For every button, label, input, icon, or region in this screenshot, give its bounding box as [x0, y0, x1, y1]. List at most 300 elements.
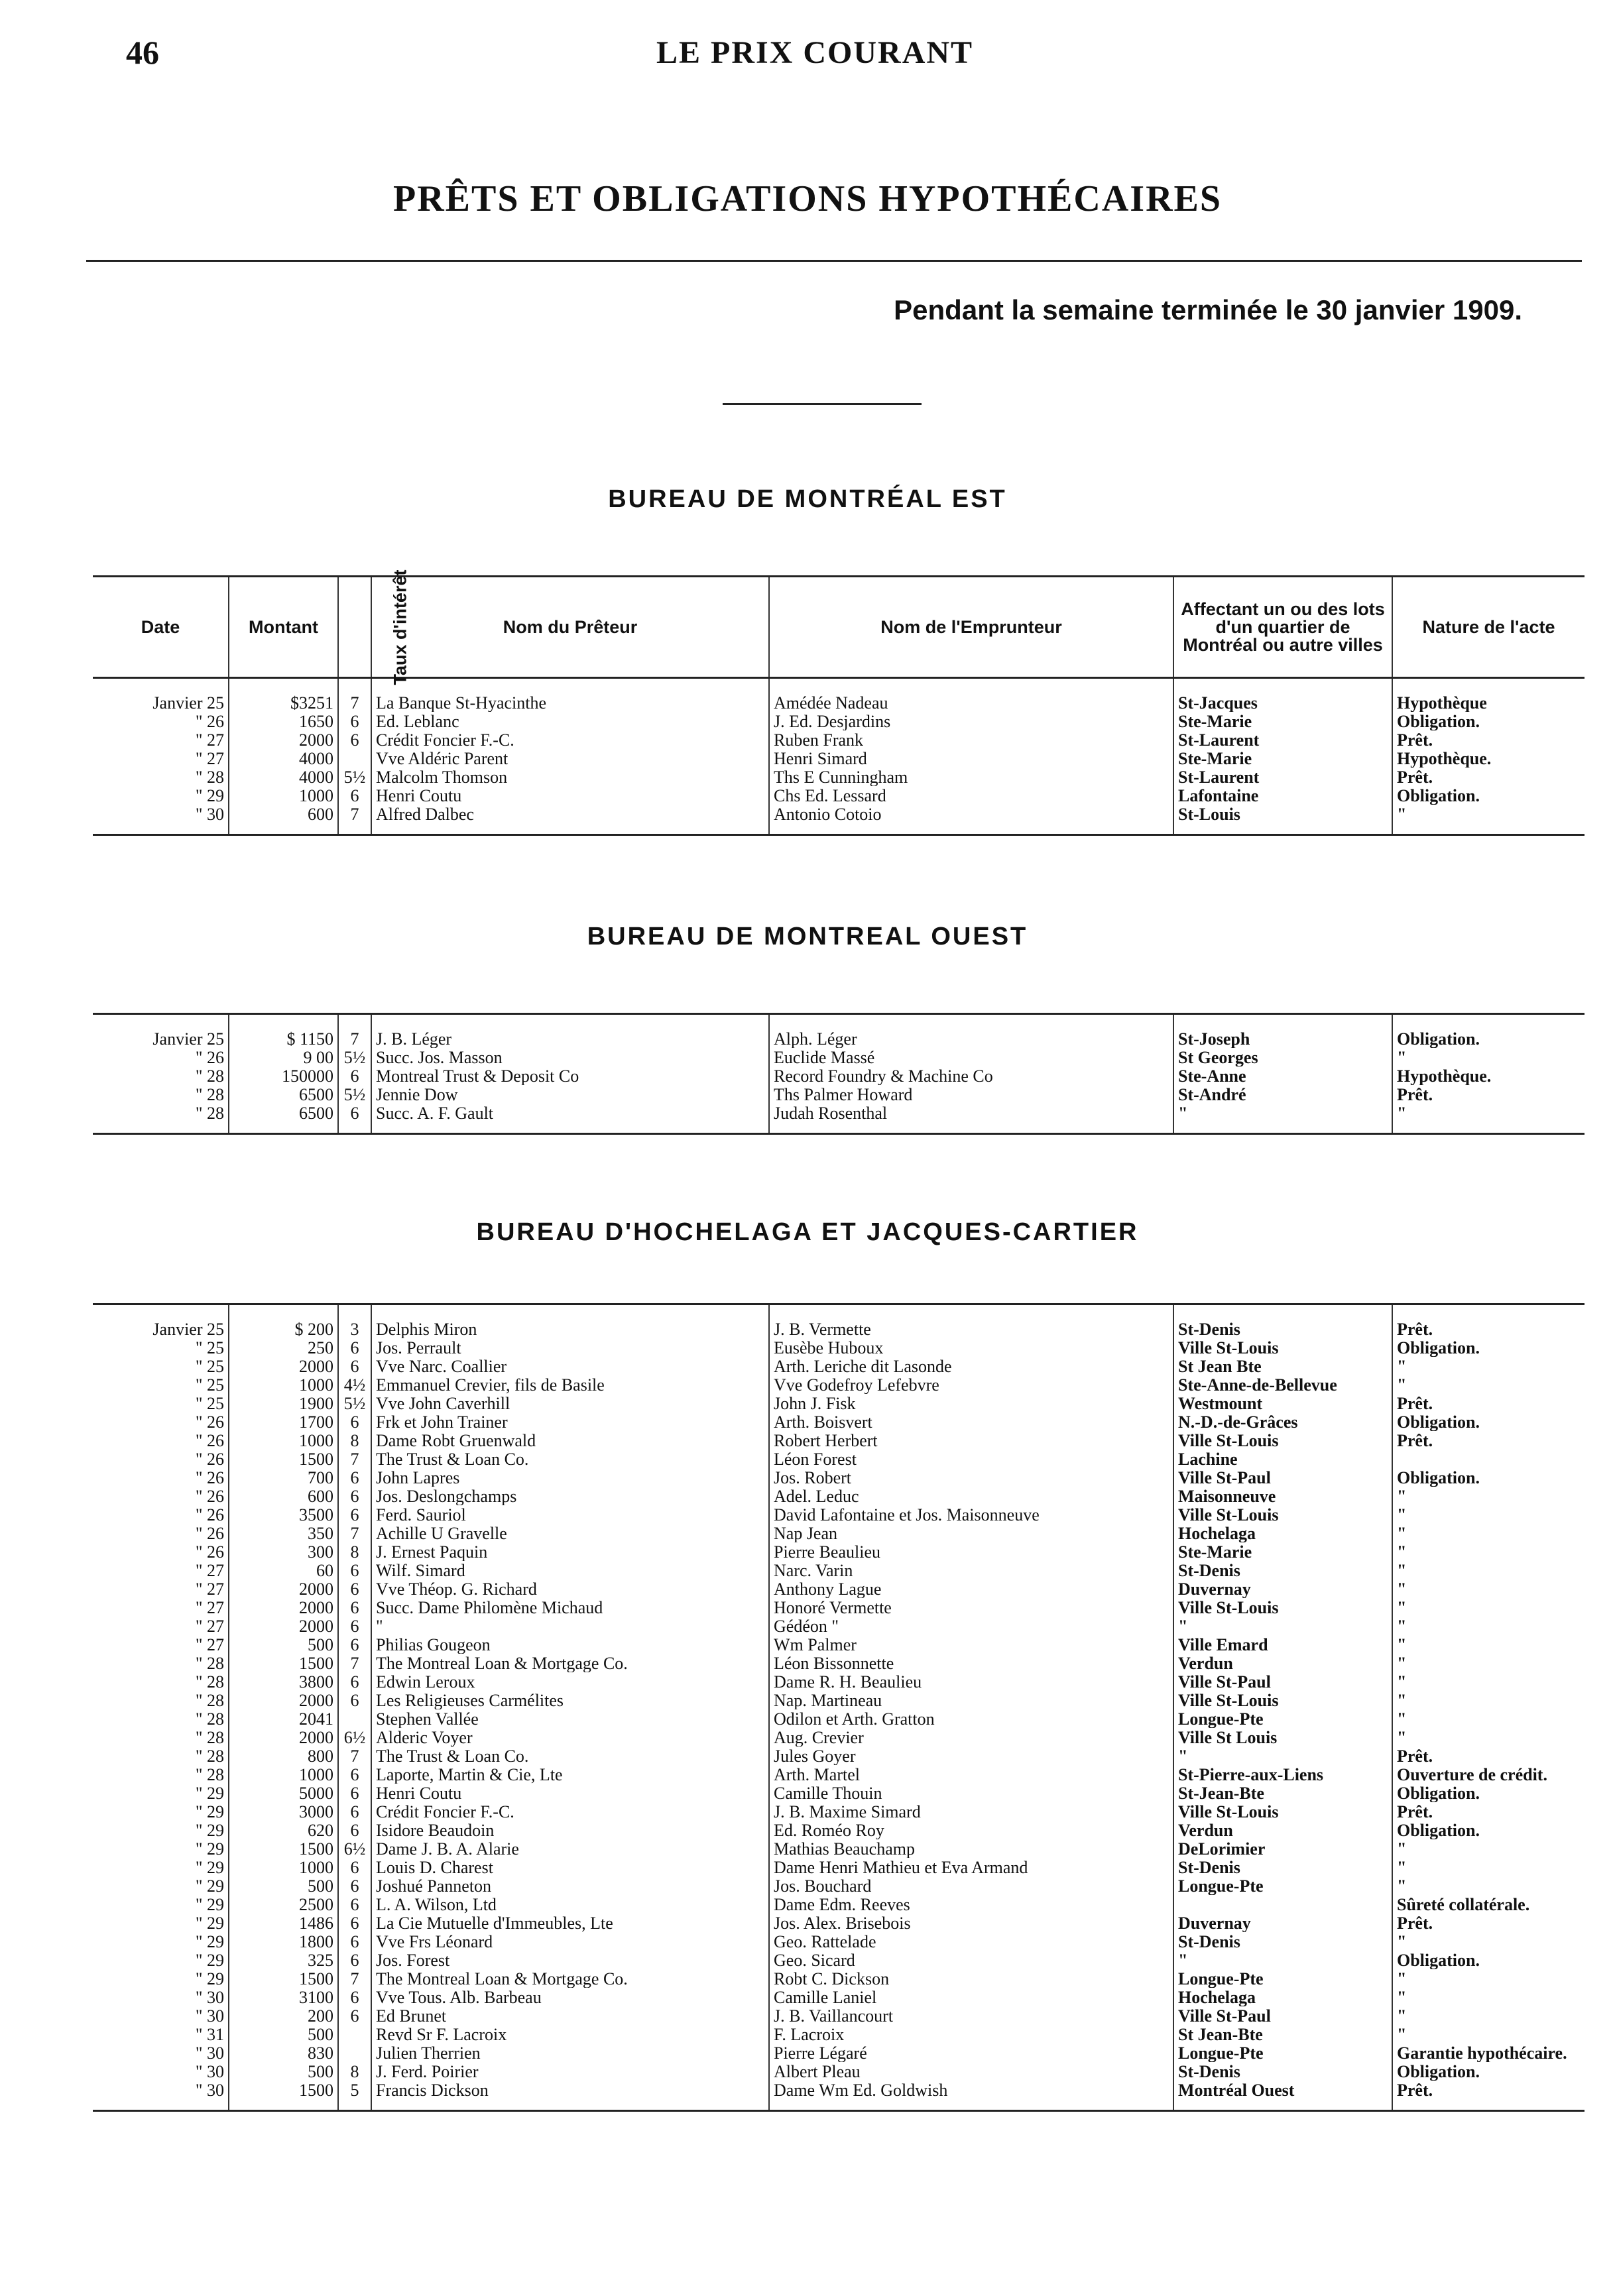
- cell-amount: 4000: [229, 749, 338, 768]
- cell-rate: 6: [338, 1412, 371, 1431]
- table-row: [93, 1802, 1585, 1821]
- cell-borrower: Nap. Martineau: [769, 1691, 1173, 1709]
- cell-date: " 25: [195, 1394, 224, 1412]
- period-caption: Pendant la semaine terminée le 30 janvier 1909.: [894, 294, 1522, 325]
- cell-lender: Frk et John Trainer: [371, 1412, 769, 1431]
- header-rate: Taux d'intérêt: [338, 577, 371, 678]
- cell-lender: J. Ferd. Poirier: [371, 2062, 769, 2081]
- cell-lender: L. A. Wilson, Ltd: [371, 1895, 769, 1914]
- cell-amount: 1650: [229, 712, 338, 730]
- cell-lender: Ferd. Sauriol: [371, 1505, 769, 1524]
- cell-rate: 7: [338, 1747, 371, 1765]
- cell-date: " 27: [195, 1561, 224, 1579]
- cell-nature: ": [1392, 805, 1585, 835]
- cell-borrower: Wm Palmer: [769, 1635, 1173, 1654]
- cell-rate: 6: [338, 1951, 371, 1969]
- cell-borrower: Camille Thouin: [769, 1784, 1173, 1802]
- cell-date: " 29: [195, 786, 224, 805]
- cell-lender: Revd Sr F. Lacroix: [371, 2025, 769, 2043]
- cell-amount: 2041: [229, 1709, 338, 1728]
- cell-nature: ": [1392, 1579, 1585, 1598]
- cell-lender: Delphis Miron: [371, 1304, 769, 1339]
- cell-amount: 1500: [229, 1969, 338, 1988]
- cell-rate: 8: [338, 2062, 371, 2081]
- cell-amount: 2000: [229, 1617, 338, 1635]
- cell-rate: 6½: [338, 1839, 371, 1858]
- page-title: PRÊTS ET OBLIGATIONS HYPOTHÉCAIRES: [392, 178, 1222, 219]
- cell-rate: 7: [338, 1450, 371, 1468]
- running-head: LE PRIX COURANT: [656, 35, 974, 70]
- cell-borrower: Record Foundry & Machine Co: [769, 1066, 1173, 1085]
- cell-lender: The Montreal Loan & Mortgage Co.: [371, 1969, 769, 1988]
- cell-lender: Vve John Caverhill: [371, 1394, 769, 1412]
- cell-borrower: Geo. Rattelade: [769, 1932, 1173, 1951]
- cell-quarter: N.-D.-de-Grâces: [1173, 1412, 1392, 1431]
- cell-rate: 6: [338, 1635, 371, 1654]
- cell-borrower: Dame R. H. Beaulieu: [769, 1672, 1173, 1691]
- cell-date: " 26: [195, 712, 224, 730]
- cell-rate: 6: [338, 2006, 371, 2025]
- cell-quarter: St Georges: [1173, 1048, 1392, 1066]
- cell-lender: Les Religieuses Carmélites: [371, 1691, 769, 1709]
- cell-amount: 150000: [229, 1066, 338, 1085]
- cell-borrower: John J. Fisk: [769, 1394, 1173, 1412]
- cell-amount: 1000: [229, 786, 338, 805]
- cell-borrower: Mathias Beauchamp: [769, 1839, 1173, 1858]
- cell-lender: Isidore Beaudoin: [371, 1821, 769, 1839]
- cell-borrower: Ruben Frank: [769, 730, 1173, 749]
- cell-nature: Prêt.: [1392, 1431, 1585, 1450]
- cell-lender: Achille U Gravelle: [371, 1524, 769, 1542]
- cell-quarter: Longue-Pte: [1173, 1876, 1392, 1895]
- cell-nature: Obligation.: [1392, 1821, 1585, 1839]
- cell-quarter: ": [1173, 1104, 1392, 1134]
- cell-borrower: Léon Forest: [769, 1450, 1173, 1468]
- cell-amount: 2000: [229, 1728, 338, 1747]
- table-row: [93, 2062, 1585, 2081]
- short-rule: [723, 403, 922, 405]
- table-row: [93, 2006, 1585, 2025]
- cell-rate: 6: [338, 712, 371, 730]
- cell-borrower: Albert Pleau: [769, 2062, 1173, 2081]
- table-row: [93, 1821, 1585, 1839]
- cell-nature: Prêt.: [1392, 1085, 1585, 1104]
- cell-quarter: St-Pierre-aux-Liens: [1173, 1765, 1392, 1784]
- cell-nature: Hypothèque: [1392, 678, 1585, 713]
- table-row: [93, 1450, 1585, 1468]
- cell-amount: 2000: [229, 1579, 338, 1598]
- cell-quarter: Ste-Marie: [1173, 749, 1392, 768]
- cell-nature: ": [1392, 1357, 1585, 1375]
- cell-borrower: Antonio Cotoio: [769, 805, 1173, 835]
- cell-nature: ": [1392, 1104, 1585, 1134]
- cell-rate: 6: [338, 1914, 371, 1932]
- cell-borrower: Arth. Boisvert: [769, 1412, 1173, 1431]
- cell-nature: Prêt.: [1392, 768, 1585, 786]
- header-amount: Montant: [229, 577, 338, 678]
- cell-borrower: Léon Bissonnette: [769, 1654, 1173, 1672]
- cell-date: " 26: [195, 1505, 224, 1524]
- header-nature: Nature de l'acte: [1392, 577, 1585, 678]
- cell-borrower: Eusèbe Huboux: [769, 1338, 1173, 1357]
- cell-lender: Crédit Foncier F.-C.: [371, 730, 769, 749]
- cell-quarter: St-Jacques: [1173, 678, 1392, 713]
- cell-borrower: Adel. Leduc: [769, 1487, 1173, 1505]
- table-row: [93, 1635, 1585, 1654]
- cell-quarter: St-Denis: [1173, 2062, 1392, 2081]
- cell-quarter: Verdun: [1173, 1654, 1392, 1672]
- cell-quarter: [1173, 1895, 1392, 1914]
- cell-borrower: Pierre Beaulieu: [769, 1542, 1173, 1561]
- cell-borrower: Euclide Massé: [769, 1048, 1173, 1066]
- cell-lender: Stephen Vallée: [371, 1709, 769, 1728]
- cell-nature: ": [1392, 1691, 1585, 1709]
- cell-date: " 28: [195, 1691, 224, 1709]
- table-montreal-ouest: [93, 1013, 1585, 1135]
- cell-lender: Joshué Panneton: [371, 1876, 769, 1895]
- cell-amount: 5000: [229, 1784, 338, 1802]
- cell-nature: Obligation.: [1392, 712, 1585, 730]
- cell-amount: 350: [229, 1524, 338, 1542]
- cell-borrower: Arth. Martel: [769, 1765, 1173, 1784]
- cell-rate: 6: [338, 1858, 371, 1876]
- cell-lender: Jennie Dow: [371, 1085, 769, 1104]
- cell-rate: 6: [338, 1895, 371, 1914]
- cell-nature: Obligation.: [1392, 1951, 1585, 1969]
- table-row: [93, 1988, 1585, 2006]
- cell-date: " 30: [195, 2006, 224, 2025]
- table-row: [93, 1431, 1585, 1450]
- cell-lender: Alfred Dalbec: [371, 805, 769, 835]
- cell-quarter: Duvernay: [1173, 1579, 1392, 1598]
- cell-rate: 6: [338, 1802, 371, 1821]
- cell-date: " 25: [195, 1338, 224, 1357]
- cell-lender: Succ. Jos. Masson: [371, 1048, 769, 1066]
- cell-rate: 6: [338, 1691, 371, 1709]
- cell-nature: ": [1392, 1598, 1585, 1617]
- cell-borrower: Dame Henri Mathieu et Eva Armand: [769, 1858, 1173, 1876]
- cell-date: " 28: [195, 1747, 224, 1765]
- cell-borrower: Chs Ed. Lessard: [769, 786, 1173, 805]
- cell-borrower: Narc. Varin: [769, 1561, 1173, 1579]
- table-row: [93, 1691, 1585, 1709]
- cell-date: " 28: [195, 1728, 224, 1747]
- cell-nature: Prêt.: [1392, 1802, 1585, 1821]
- header-date: Date: [93, 577, 229, 678]
- cell-nature: Sûreté collatérale.: [1392, 1895, 1585, 1914]
- cell-quarter: Ville St-Paul: [1173, 2006, 1392, 2025]
- cell-rate: 6½: [338, 1728, 371, 1747]
- cell-amount: 1000: [229, 1765, 338, 1784]
- cell-nature: ": [1392, 1709, 1585, 1728]
- cell-lender: The Trust & Loan Co.: [371, 1450, 769, 1468]
- table-row: [93, 1357, 1585, 1375]
- cell-nature: ": [1392, 1858, 1585, 1876]
- table-row: [93, 1524, 1585, 1542]
- cell-rate: [338, 2043, 371, 2062]
- table-row: [93, 1728, 1585, 1747]
- cell-lender: Crédit Foncier F.-C.: [371, 1802, 769, 1821]
- cell-nature: ": [1392, 1876, 1585, 1895]
- cell-borrower: Jules Goyer: [769, 1747, 1173, 1765]
- cell-rate: 6: [338, 1357, 371, 1375]
- table-row: [93, 1542, 1585, 1561]
- cell-date: " 29: [195, 1821, 224, 1839]
- cell-lender: La Cie Mutuelle d'Immeubles, Lte: [371, 1914, 769, 1932]
- cell-nature: ": [1392, 2025, 1585, 2043]
- cell-date: " 31: [195, 2025, 224, 2043]
- title-rule: [86, 260, 1582, 262]
- cell-lender: La Banque St-Hyacinthe: [371, 678, 769, 713]
- cell-nature: ": [1392, 1728, 1585, 1747]
- cell-amount: 1900: [229, 1394, 338, 1412]
- cell-nature: ": [1392, 1617, 1585, 1635]
- cell-borrower: Camille Laniel: [769, 1988, 1173, 2006]
- cell-date: " 29: [195, 1784, 224, 1802]
- cell-quarter: St-Louis: [1173, 805, 1392, 835]
- cell-rate: 6: [338, 1066, 371, 1085]
- cell-nature: ": [1392, 1524, 1585, 1542]
- cell-nature: Prêt.: [1392, 2081, 1585, 2111]
- table-row: [93, 1394, 1585, 1412]
- cell-amount: 6500: [229, 1104, 338, 1134]
- cell-quarter: Ville St-Louis: [1173, 1338, 1392, 1357]
- cell-lender: Succ. Dame Philomène Michaud: [371, 1598, 769, 1617]
- cell-quarter: Ville St-Louis: [1173, 1598, 1392, 1617]
- table-hochelaga: [93, 1303, 1585, 2112]
- table-row: [93, 1765, 1585, 1784]
- cell-amount: 4000: [229, 768, 338, 786]
- cell-lender: Jos. Deslongchamps: [371, 1487, 769, 1505]
- cell-borrower: Ths Palmer Howard: [769, 1085, 1173, 1104]
- cell-borrower: Amédée Nadeau: [769, 678, 1173, 713]
- cell-quarter: Longue-Pte: [1173, 1969, 1392, 1988]
- cell-borrower: J. B. Maxime Simard: [769, 1802, 1173, 1821]
- cell-quarter: St Jean Bte: [1173, 1357, 1392, 1375]
- cell-lender: Henri Coutu: [371, 1784, 769, 1802]
- table-row: [93, 749, 1585, 768]
- cell-quarter: Montréal Ouest: [1173, 2081, 1392, 2111]
- cell-quarter: Ville St-Louis: [1173, 1431, 1392, 1450]
- cell-quarter: St-Laurent: [1173, 768, 1392, 786]
- cell-date: " 30: [93, 805, 229, 835]
- cell-rate: 6: [338, 730, 371, 749]
- cell-quarter: Ville St-Paul: [1173, 1468, 1392, 1487]
- cell-date: " 30: [195, 2043, 224, 2062]
- cell-lender: ": [371, 1617, 769, 1635]
- cell-quarter: Ville Emard: [1173, 1635, 1392, 1654]
- cell-amount: 300: [229, 1542, 338, 1561]
- table-row: [93, 1839, 1585, 1858]
- cell-date: " 30: [195, 1988, 224, 2006]
- table-row: [93, 1048, 1585, 1066]
- cell-date: Janvier 25: [152, 693, 224, 712]
- cell-date: " 28: [195, 1672, 224, 1691]
- cell-borrower: J. B. Vermette: [769, 1304, 1173, 1339]
- table-row: [93, 1654, 1585, 1672]
- cell-nature: Prêt.: [1392, 730, 1585, 749]
- cell-nature: Obligation.: [1392, 1014, 1585, 1049]
- cell-amount: 620: [229, 1821, 338, 1839]
- cell-amount: 800: [229, 1747, 338, 1765]
- cell-rate: 7: [338, 1654, 371, 1672]
- cell-date: " 26: [195, 1524, 224, 1542]
- cell-rate: 5½: [338, 1394, 371, 1412]
- cell-quarter: Hochelaga: [1173, 1988, 1392, 2006]
- cell-rate: 5½: [338, 1085, 371, 1104]
- cell-rate: 7: [338, 1969, 371, 1988]
- cell-nature: ": [1392, 2006, 1585, 2025]
- cell-borrower: Nap Jean: [769, 1524, 1173, 1542]
- cell-date: " 29: [195, 1969, 224, 1988]
- cell-nature: Obligation.: [1392, 786, 1585, 805]
- cell-nature: Garantie hypothécaire.: [1392, 2043, 1585, 2062]
- cell-amount: 1500: [229, 2081, 338, 2111]
- cell-borrower: Henri Simard: [769, 749, 1173, 768]
- cell-quarter: Hochelaga: [1173, 1524, 1392, 1542]
- cell-rate: 6: [338, 1765, 371, 1784]
- table-row: [93, 1412, 1585, 1431]
- cell-amount: 600: [229, 1487, 338, 1505]
- cell-borrower: Alph. Léger: [769, 1014, 1173, 1049]
- cell-lender: Edwin Leroux: [371, 1672, 769, 1691]
- cell-quarter: Ville St-Paul: [1173, 1672, 1392, 1691]
- cell-quarter: Lachine: [1173, 1450, 1392, 1468]
- cell-date: " 29: [195, 1951, 224, 1969]
- cell-amount: 500: [229, 2062, 338, 2081]
- cell-date: " 27: [195, 1617, 224, 1635]
- cell-amount: 1500: [229, 1839, 338, 1858]
- cell-lender: Ed Brunet: [371, 2006, 769, 2025]
- cell-rate: 8: [338, 1542, 371, 1561]
- cell-date: " 28: [195, 1709, 224, 1728]
- cell-date: " 26: [195, 1431, 224, 1450]
- table-row: [93, 1598, 1585, 1617]
- cell-nature: Obligation.: [1392, 2062, 1585, 2081]
- cell-lender: Alderic Voyer: [371, 1728, 769, 1747]
- cell-lender: Francis Dickson: [371, 2081, 769, 2111]
- cell-borrower: Odilon et Arth. Gratton: [769, 1709, 1173, 1728]
- cell-amount: 3100: [229, 1988, 338, 2006]
- cell-borrower: J. B. Vaillancourt: [769, 2006, 1173, 2025]
- section-title-montreal-ouest: BUREAU DE MONTREAL OUEST: [587, 923, 1028, 950]
- cell-date: " 26: [195, 1450, 224, 1468]
- cell-lender: The Trust & Loan Co.: [371, 1747, 769, 1765]
- cell-lender: Vve Narc. Coallier: [371, 1357, 769, 1375]
- cell-borrower: Jos. Bouchard: [769, 1876, 1173, 1895]
- table-row: [93, 1672, 1585, 1691]
- cell-lender: Dame Robt Gruenwald: [371, 1431, 769, 1450]
- cell-rate: 5½: [338, 768, 371, 786]
- table-row: [93, 2081, 1585, 2111]
- cell-date: " 27: [195, 749, 224, 768]
- cell-date: " 28: [195, 1066, 224, 1085]
- cell-quarter: Longue-Pte: [1173, 1709, 1392, 1728]
- table-row: [93, 1951, 1585, 1969]
- cell-date: " 29: [195, 1932, 224, 1951]
- cell-date: " 27: [195, 1598, 224, 1617]
- cell-date: " 26: [195, 1487, 224, 1505]
- cell-nature: ": [1392, 1487, 1585, 1505]
- cell-rate: 6: [338, 1988, 371, 2006]
- header-row: [93, 577, 1585, 678]
- cell-quarter: St Jean-Bte: [1173, 2025, 1392, 2043]
- cell-date: " 26: [195, 1048, 224, 1066]
- cell-borrower: Geo. Sicard: [769, 1951, 1173, 1969]
- cell-lender: Wilf. Simard: [371, 1561, 769, 1579]
- table-row: [93, 1932, 1585, 1951]
- cell-nature: Hypothèque.: [1392, 1066, 1585, 1085]
- cell-date: " 27: [195, 730, 224, 749]
- cell-amount: 500: [229, 2025, 338, 2043]
- cell-borrower: Dame Edm. Reeves: [769, 1895, 1173, 1914]
- cell-nature: ": [1392, 1542, 1585, 1561]
- cell-amount: 9 00: [229, 1048, 338, 1066]
- cell-quarter: Ville St-Louis: [1173, 1802, 1392, 1821]
- cell-quarter: St-Denis: [1173, 1932, 1392, 1951]
- cell-amount: 830: [229, 2043, 338, 2062]
- cell-date: " 28: [195, 1085, 224, 1104]
- cell-quarter: St-Joseph: [1173, 1014, 1392, 1049]
- table-row: [93, 1914, 1585, 1932]
- cell-borrower: J. Ed. Desjardins: [769, 712, 1173, 730]
- table-row: [93, 730, 1585, 749]
- cell-borrower: David Lafontaine et Jos. Maisonneuve: [769, 1505, 1173, 1524]
- cell-quarter: Westmount: [1173, 1394, 1392, 1412]
- cell-date: " 29: [195, 1839, 224, 1858]
- cell-borrower: Robt C. Dickson: [769, 1969, 1173, 1988]
- section-title-montreal-est: BUREAU DE MONTRÉAL EST: [608, 485, 1007, 513]
- cell-date: " 26: [195, 1542, 224, 1561]
- cell-amount: 500: [229, 1635, 338, 1654]
- cell-lender: Philias Gougeon: [371, 1635, 769, 1654]
- cell-borrower: Arth. Leriche dit Lasonde: [769, 1357, 1173, 1375]
- cell-borrower: Anthony Lague: [769, 1579, 1173, 1598]
- cell-nature: Obligation.: [1392, 1338, 1585, 1357]
- cell-borrower: F. Lacroix: [769, 2025, 1173, 2043]
- cell-lender: Emmanuel Crevier, fils de Basile: [371, 1375, 769, 1394]
- header-lender: Nom du Prêteur: [371, 577, 769, 678]
- cell-borrower: Ths E Cunningham: [769, 768, 1173, 786]
- cell-rate: 5½: [338, 1048, 371, 1066]
- cell-rate: 6: [338, 1876, 371, 1895]
- cell-borrower: Jos. Robert: [769, 1468, 1173, 1487]
- table-row: [93, 1969, 1585, 1988]
- cell-lender: John Lapres: [371, 1468, 769, 1487]
- cell-amount: 1700: [229, 1412, 338, 1431]
- table-row: [93, 678, 1585, 713]
- cell-amount: 700: [229, 1468, 338, 1487]
- cell-nature: Prêt.: [1392, 1747, 1585, 1765]
- cell-quarter: St-Denis: [1173, 1561, 1392, 1579]
- cell-quarter: Ste-Anne-de-Bellevue: [1173, 1375, 1392, 1394]
- cell-amount: 500: [229, 1876, 338, 1895]
- cell-date: " 29: [195, 1802, 224, 1821]
- cell-rate: 6: [338, 1598, 371, 1617]
- cell-quarter: Duvernay: [1173, 1914, 1392, 1932]
- cell-date: " 28: [195, 1765, 224, 1784]
- cell-lender: Vve Aldéric Parent: [371, 749, 769, 768]
- cell-date: " 28: [195, 1654, 224, 1672]
- cell-quarter: St-Denis: [1173, 1858, 1392, 1876]
- cell-quarter: Ville St Louis: [1173, 1728, 1392, 1747]
- cell-quarter: ": [1173, 1617, 1392, 1635]
- cell-nature: ": [1392, 1635, 1585, 1654]
- cell-quarter: ": [1173, 1951, 1392, 1969]
- cell-quarter: Lafontaine: [1173, 786, 1392, 805]
- cell-nature: Obligation.: [1392, 1784, 1585, 1802]
- header-quarter: Affectant un ou des lots d'un quartier de Montréal ou autre villes: [1173, 577, 1392, 678]
